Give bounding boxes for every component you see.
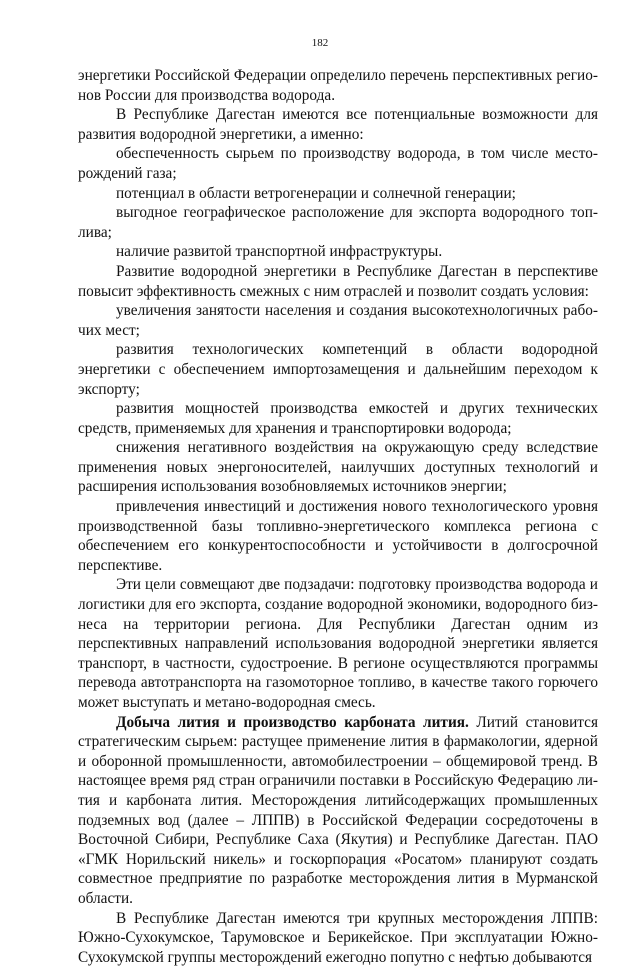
paragraph: В Республике Дагестан имеются три крупных месторождения ЛППВ: Южно-Сухокумское, Тарумовское и Берикейское. При эксплуатации Южно-Сухокумской группы месторождений ежегодно попутно с нефтью добываются (78, 909, 598, 966)
list-item: обеспеченность сырьем по производству водорода, в том числе месторождений газа; (78, 145, 598, 182)
lithium-text: Литий становится стратегическим сырьем: растущее применение лития в фармакологии, ядерной и оборонной промышленности, автомобилестроении – общемировой тренд. В настоящее время ряд стран ограничили поставки в Российскую Федерацию лития и карбоната лития. Месторождения литийсодержащих промышленных подземных вод (далее – ЛППВ) в Российской Федерации сосредоточены в Восточной Сибири, Республике Саха (Якутия) и Республике Дагестан. ПАО «ГМК Норильский никель» и госкорпорация «Росатом» планируют создать совместное предприятие по разработке месторождения лития в Мурманской области. (78, 713, 598, 907)
paragraph: энергетики Российской Федерации определило перечень перспективных регионов России для производства водорода. (78, 67, 598, 104)
list-item: развития мощностей производства емкостей и других технических средств, применяемых для хранения и транспортировки водорода; (78, 400, 598, 437)
list-item: потенциал в области ветрогенерации и солнечной генерации; (116, 184, 516, 202)
page-number: 182 (311, 37, 329, 49)
paragraph: В Республике Дагестан имеются все потенциальные возможности для развития водородной энергетики, а именно: (78, 106, 598, 143)
list-item: привлечения инвестиций и достижения нового технологического уровня производственной базы топливно-энергетического комплекса региона с обеспечением его конкурентоспособности и устойчивости в долгосрочной перспективе. (78, 498, 598, 574)
list-item: развития технологических компетенций в области водородной энергетики с обеспечением импортозамещения и дальнейшим переходом к экспорту; (78, 341, 598, 398)
document-body (78, 66, 598, 967)
paragraph: Развитие водородной энергетики в Республике Дагестан в перспективе повысит эффективность смежных с ним отраслей и позволит создать условия: (78, 262, 598, 300)
list-item: наличие развитой транспортной инфраструктуры. (116, 243, 443, 261)
list-item: увеличения занятости населения и создания высокотехнологичных рабочих мест; (78, 302, 598, 339)
paragraph: Эти цели совмещают две подзадачи: подготовку производства водорода и логистики для его экспорта, создание водородной экономики, водородного бизнеса на территории региона. Для Республики Дагестан одним из перспективных направлений использования водородной энергетики является транспорт, в частности, судостроение. В регионе осуществляются программы перевода автотранспорта на газомоторное топливо, в качестве такого горючего может выступать и метано-водородная смесь. (78, 576, 598, 711)
lithium-paragraph (78, 713, 598, 909)
list-item: снижения негативного воздействия на окружающую среду вследствие применения новых энергоносителей, наилучших доступных технологий и расширения использования возобновляемых источников энергии; (78, 439, 598, 496)
section-heading: Добыча лития и производство карбоната лития. (116, 713, 469, 731)
list-item: выгодное географическое расположение для экспорта водородного топлива; (78, 204, 598, 241)
